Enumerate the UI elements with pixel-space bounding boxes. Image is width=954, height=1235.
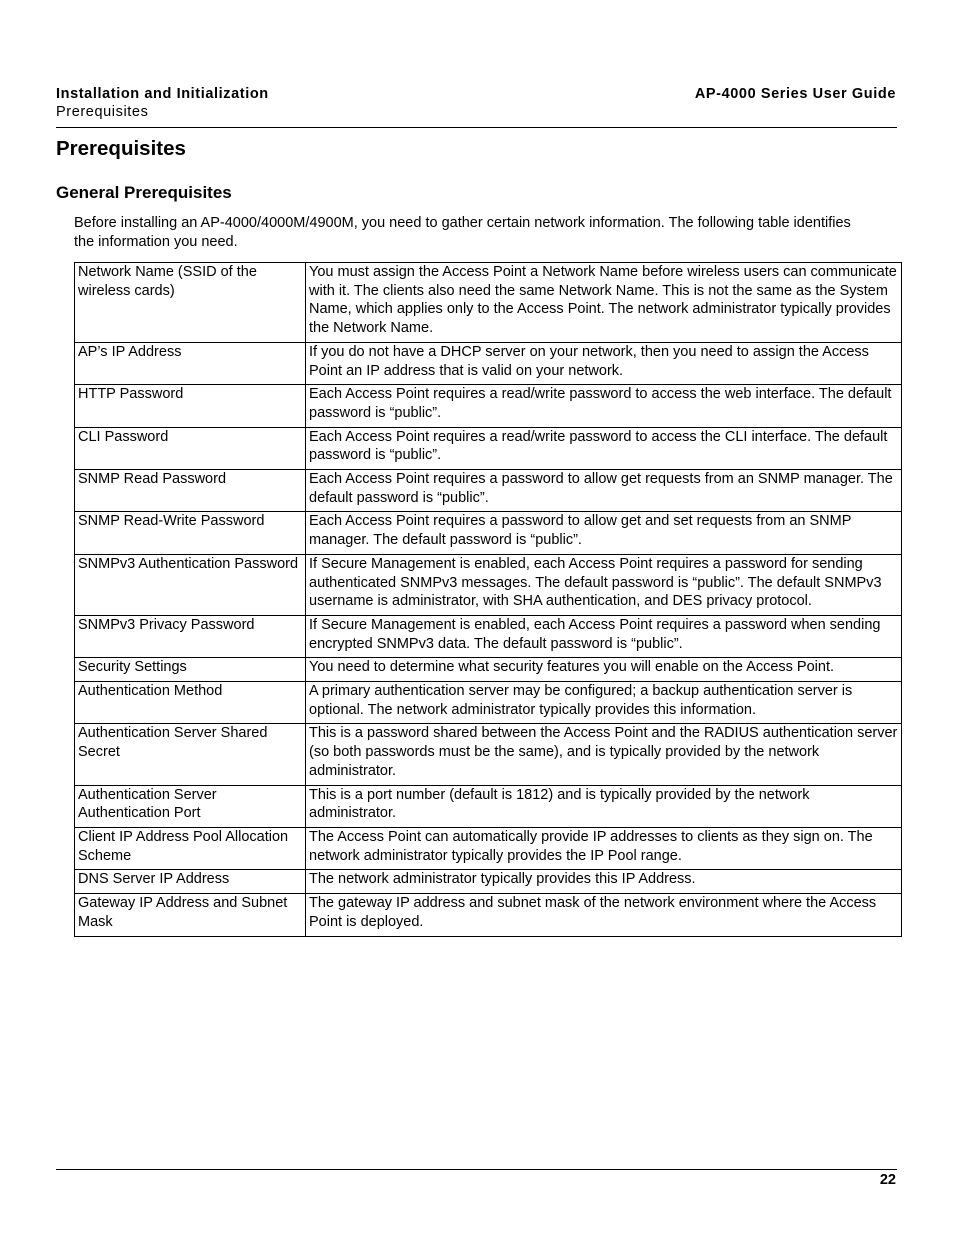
- row-item: SNMP Read-Write Password: [75, 512, 306, 554]
- row-description: The Access Point can automatically provide IP addresses to clients as they sign on. The network administrator typically provides the IP Pool range.: [306, 827, 902, 869]
- footer-divider: [56, 1169, 897, 1170]
- row-description: The gateway IP address and subnet mask of the network environment where the Access Point is deployed.: [306, 894, 902, 936]
- row-description: Each Access Point requires a read/write password to access the web interface. The default password is “public”.: [306, 385, 902, 427]
- table-row: [75, 724, 902, 785]
- row-item: Authentication Server Shared Secret: [75, 724, 306, 785]
- table-row: [75, 342, 902, 384]
- page-number: 22: [879, 1172, 896, 1188]
- row-item: Gateway IP Address and Subnet Mask: [75, 894, 306, 936]
- row-item: AP’s IP Address: [75, 342, 306, 384]
- table-row: [75, 427, 902, 469]
- row-description: The network administrator typically provides this IP Address.: [306, 870, 902, 894]
- table-row: [75, 554, 902, 615]
- table-row: [75, 470, 902, 512]
- row-item: Security Settings: [75, 658, 306, 682]
- row-item: SNMP Read Password: [75, 470, 306, 512]
- row-description: If you do not have a DHCP server on your network, then you need to assign the Access Point an IP address that is valid on your network.: [306, 342, 902, 384]
- prerequisites-table: [74, 262, 902, 937]
- row-description: If Secure Management is enabled, each Access Point requires a password for sending authenticated SNMPv3 messages. The default password is “public”. The default SNMPv3 username is administrator, with SHA authentication, and DES privacy protocol.: [306, 554, 902, 615]
- table-row: [75, 263, 902, 343]
- intro-paragraph: Before installing an AP-4000/4000M/4900M, you need to gather certain network information. The following table identifies the information you need.: [74, 215, 851, 250]
- row-item: CLI Password: [75, 427, 306, 469]
- row-item: SNMPv3 Privacy Password: [75, 615, 306, 657]
- table-row: [75, 385, 902, 427]
- row-description: Each Access Point requires a password to allow get and set requests from an SNMP manager. The default password is “public”.: [306, 512, 902, 554]
- row-description: You must assign the Access Point a Network Name before wireless users can communicate with it. The clients also need the same Network Name. This is not the same as the System Name, which applies only to the Access Point. The network administrator typically provides the Network Name.: [306, 263, 902, 343]
- row-item: Network Name (SSID of the wireless cards): [75, 263, 306, 343]
- row-description: This is a password shared between the Access Point and the RADIUS authentication server (so both passwords must be the same), and is typically provided by the network administrator.: [306, 724, 902, 785]
- row-description: Each Access Point requires a password to allow get requests from an SNMP manager. The default password is “public”.: [306, 470, 902, 512]
- table-row: [75, 894, 902, 936]
- row-item: DNS Server IP Address: [75, 870, 306, 894]
- header-section: Prerequisites: [56, 104, 149, 120]
- row-item: Authentication Method: [75, 682, 306, 724]
- table-row: [75, 870, 902, 894]
- row-description: You need to determine what security features you will enable on the Access Point.: [306, 658, 902, 682]
- row-item: HTTP Password: [75, 385, 306, 427]
- section-title: General Prerequisites: [56, 183, 232, 202]
- table-row: [75, 827, 902, 869]
- header-divider: [56, 127, 897, 128]
- row-item: Client IP Address Pool Allocation Scheme: [75, 827, 306, 869]
- row-description: A primary authentication server may be configured; a backup authentication server is optional. The network administrator typically provides this information.: [306, 682, 902, 724]
- table-row: [75, 785, 902, 827]
- row-description: This is a port number (default is 1812) and is typically provided by the network administrator.: [306, 785, 902, 827]
- table-row: [75, 682, 902, 724]
- row-description: If Secure Management is enabled, each Access Point requires a password when sending encrypted SNMPv3 data. The default password is “public”.: [306, 615, 902, 657]
- table-row: [75, 615, 902, 657]
- page-header: [56, 85, 896, 122]
- table-row: [75, 512, 902, 554]
- header-guide-title: AP-4000 Series User Guide: [694, 86, 896, 102]
- page-title: Prerequisites: [56, 137, 186, 160]
- row-description: Each Access Point requires a read/write password to access the CLI interface. The default password is “public”.: [306, 427, 902, 469]
- table-row: [75, 658, 902, 682]
- row-item: SNMPv3 Authentication Password: [75, 554, 306, 615]
- row-item: Authentication Server Authentication Port: [75, 785, 306, 827]
- header-chapter: Installation and Initialization: [56, 86, 269, 102]
